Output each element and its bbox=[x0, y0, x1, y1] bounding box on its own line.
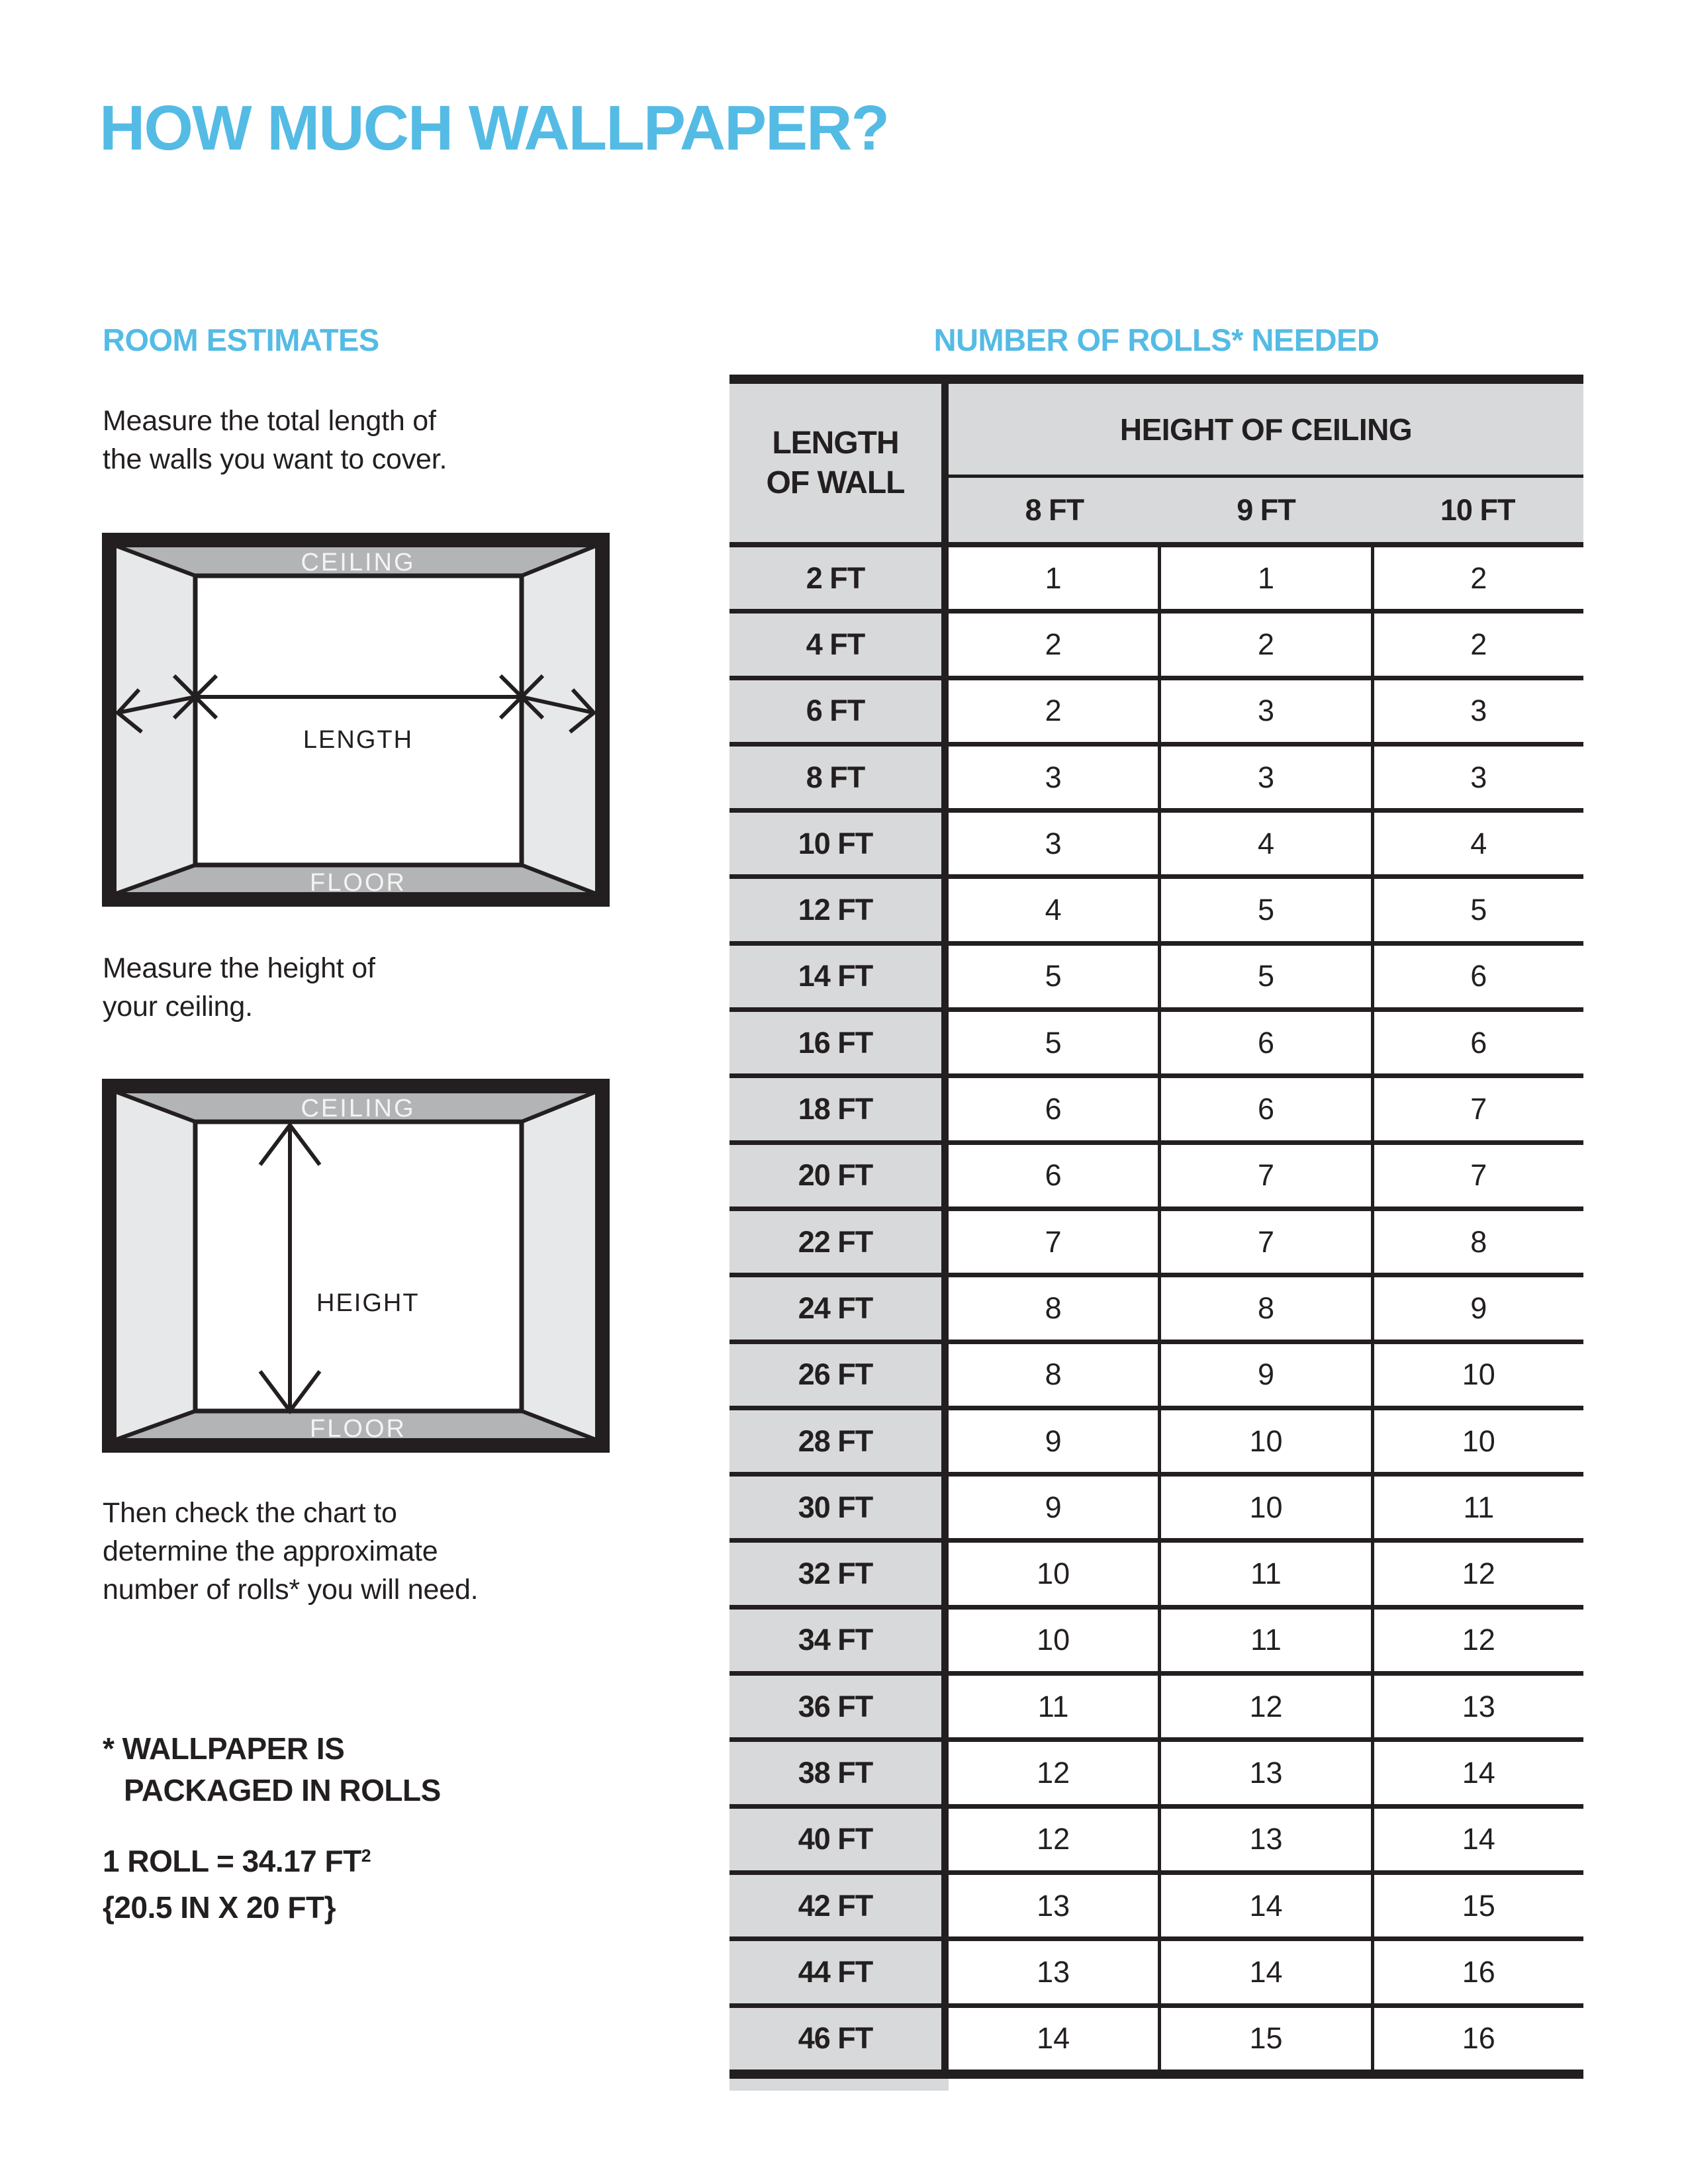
floor-label: FLOOR bbox=[310, 1415, 406, 1443]
row-label-wall-length: 6 FT bbox=[729, 680, 949, 742]
column-header-10ft: 10 FT bbox=[1440, 492, 1515, 527]
rolls-count-cell: 1 bbox=[949, 547, 1158, 609]
corner-header-length-of-wall bbox=[729, 384, 949, 542]
rolls-count-cell: 13 bbox=[949, 1875, 1158, 1936]
column-headers bbox=[949, 478, 1583, 542]
rolls-count-cell: 3 bbox=[949, 813, 1158, 874]
instruction-line: Then check the chart to bbox=[103, 1497, 397, 1529]
right-wall-surface bbox=[522, 1091, 597, 1440]
table-row bbox=[729, 874, 1583, 940]
rolls-count-cell: 13 bbox=[949, 1941, 1158, 2003]
row-label-wall-length: 28 FT bbox=[729, 1410, 949, 1472]
table-row bbox=[729, 1804, 1583, 1870]
floor-label: FLOOR bbox=[310, 869, 406, 897]
rolls-count-cell: 5 bbox=[1371, 879, 1583, 940]
roll-size-info bbox=[103, 1841, 371, 1929]
row-label-wall-length: 32 FT bbox=[729, 1543, 949, 1604]
ceiling-label: CEILING bbox=[301, 549, 416, 576]
rolls-count-cell: 6 bbox=[1158, 1078, 1370, 1140]
rolls-count-cell: 12 bbox=[1158, 1676, 1370, 1737]
row-label-wall-length: 30 FT bbox=[729, 1477, 949, 1538]
instruction-line: Measure the height of bbox=[103, 952, 375, 984]
rolls-count-cell: 15 bbox=[1371, 1875, 1583, 1936]
table-row bbox=[729, 676, 1583, 742]
table-left-column-stub bbox=[729, 2079, 949, 2091]
rolls-count-cell: 2 bbox=[949, 680, 1158, 742]
group-header-height-of-ceiling: HEIGHT OF CEILING bbox=[949, 384, 1583, 478]
rolls-count-cell: 7 bbox=[1371, 1078, 1583, 1140]
rolls-count-cell: 12 bbox=[949, 1742, 1158, 1803]
rolls-count-cell: 13 bbox=[1158, 1742, 1370, 1803]
table-top-border bbox=[729, 375, 1583, 384]
rolls-count-cell: 5 bbox=[949, 946, 1158, 1007]
rolls-count-cell: 7 bbox=[1158, 1211, 1370, 1273]
rolls-count-cell: 2 bbox=[1371, 614, 1583, 675]
row-label-wall-length: 14 FT bbox=[729, 946, 949, 1007]
table-row bbox=[729, 1273, 1583, 1339]
table-header-right bbox=[949, 384, 1583, 542]
table-row bbox=[729, 1737, 1583, 1803]
instruction-line: Measure the total length of bbox=[103, 405, 436, 437]
left-wall-surface bbox=[115, 1091, 195, 1440]
note-line: PACKAGED IN ROLLS bbox=[124, 1773, 441, 1807]
rolls-count-cell: 11 bbox=[1158, 1543, 1370, 1604]
height-label: HEIGHT bbox=[316, 1289, 420, 1317]
column-header-9ft: 9 FT bbox=[1237, 492, 1295, 527]
measure-height-instruction bbox=[103, 949, 375, 1026]
row-label-wall-length: 12 FT bbox=[729, 879, 949, 940]
rolls-count-cell: 8 bbox=[949, 1277, 1158, 1339]
rolls-count-cell: 3 bbox=[1158, 747, 1370, 808]
table-row bbox=[729, 1671, 1583, 1737]
rolls-count-cell: 6 bbox=[1371, 1012, 1583, 1073]
table-row bbox=[729, 1340, 1583, 1406]
table-row bbox=[729, 1538, 1583, 1604]
row-label-wall-length: 42 FT bbox=[729, 1875, 949, 1936]
table-row bbox=[729, 2003, 1583, 2070]
row-label-wall-length: 24 FT bbox=[729, 1277, 949, 1339]
packaged-in-rolls-note bbox=[103, 1728, 441, 1811]
table-header bbox=[729, 384, 1583, 542]
rolls-count-cell: 14 bbox=[1371, 1809, 1583, 1870]
rolls-count-cell: 5 bbox=[1158, 879, 1370, 940]
rolls-count-cell: 7 bbox=[1158, 1145, 1370, 1206]
rolls-count-cell: 8 bbox=[949, 1344, 1158, 1406]
back-wall bbox=[195, 576, 522, 865]
rolls-count-cell: 14 bbox=[1371, 1742, 1583, 1803]
table-body bbox=[729, 542, 1583, 2070]
rolls-count-cell: 10 bbox=[1371, 1410, 1583, 1472]
rolls-count-cell: 6 bbox=[1158, 1012, 1370, 1073]
corner-header-line: OF WALL bbox=[766, 465, 905, 500]
room-height-diagram bbox=[102, 1079, 610, 1453]
column-header-8ft: 8 FT bbox=[1025, 492, 1084, 527]
row-label-wall-length: 44 FT bbox=[729, 1941, 949, 2003]
rolls-count-cell: 6 bbox=[949, 1078, 1158, 1140]
rolls-count-cell: 5 bbox=[949, 1012, 1158, 1073]
rolls-count-cell: 3 bbox=[1158, 680, 1370, 742]
table-row bbox=[729, 547, 1583, 609]
rolls-table bbox=[729, 375, 1583, 2091]
row-label-wall-length: 4 FT bbox=[729, 614, 949, 675]
rolls-count-cell: 14 bbox=[949, 2008, 1158, 2070]
table-row bbox=[729, 1007, 1583, 1073]
rolls-count-cell: 3 bbox=[949, 747, 1158, 808]
length-label: LENGTH bbox=[303, 726, 414, 754]
rolls-count-cell: 14 bbox=[1158, 1941, 1370, 2003]
rolls-count-cell: 9 bbox=[1158, 1344, 1370, 1406]
table-row bbox=[729, 1472, 1583, 1538]
rolls-count-cell: 9 bbox=[1371, 1277, 1583, 1339]
rolls-count-cell: 12 bbox=[949, 1809, 1158, 1870]
rolls-count-cell: 2 bbox=[1371, 547, 1583, 609]
row-label-wall-length: 10 FT bbox=[729, 813, 949, 874]
back-wall bbox=[195, 1122, 522, 1411]
ceiling-label: CEILING bbox=[301, 1095, 416, 1122]
rolls-count-cell: 8 bbox=[1371, 1211, 1583, 1273]
table-row bbox=[729, 941, 1583, 1007]
table-row bbox=[729, 1206, 1583, 1273]
rolls-count-cell: 13 bbox=[1371, 1676, 1583, 1737]
table-row bbox=[729, 1406, 1583, 1472]
row-label-wall-length: 16 FT bbox=[729, 1012, 949, 1073]
table-row bbox=[729, 609, 1583, 675]
table-row bbox=[729, 742, 1583, 808]
rolls-count-cell: 13 bbox=[1158, 1809, 1370, 1870]
rolls-count-cell: 6 bbox=[1371, 946, 1583, 1007]
note-line: * WALLPAPER IS bbox=[103, 1731, 345, 1766]
row-label-wall-length: 36 FT bbox=[729, 1676, 949, 1737]
room-length-diagram bbox=[102, 533, 610, 907]
room-estimates-heading: ROOM ESTIMATES bbox=[103, 322, 379, 357]
row-label-wall-length: 2 FT bbox=[729, 547, 949, 609]
instruction-line: number of rolls* you will need. bbox=[103, 1574, 479, 1606]
rolls-count-cell: 2 bbox=[949, 614, 1158, 675]
rolls-count-cell: 11 bbox=[949, 1676, 1158, 1737]
rolls-count-cell: 10 bbox=[1158, 1477, 1370, 1538]
table-row bbox=[729, 1936, 1583, 2003]
row-label-wall-length: 8 FT bbox=[729, 747, 949, 808]
measure-length-instruction bbox=[103, 402, 447, 478]
rolls-count-cell: 4 bbox=[949, 879, 1158, 940]
row-label-wall-length: 38 FT bbox=[729, 1742, 949, 1803]
rolls-count-cell: 3 bbox=[1371, 747, 1583, 808]
rolls-count-cell: 16 bbox=[1371, 1941, 1583, 2003]
rolls-count-cell: 5 bbox=[1158, 946, 1370, 1007]
rolls-count-cell: 11 bbox=[1371, 1477, 1583, 1538]
rolls-count-cell: 10 bbox=[1371, 1344, 1583, 1406]
instruction-line: determine the approximate bbox=[103, 1535, 438, 1567]
table-row bbox=[729, 808, 1583, 874]
rolls-count-cell: 11 bbox=[1158, 1610, 1370, 1671]
row-label-wall-length: 40 FT bbox=[729, 1809, 949, 1870]
rolls-count-cell: 10 bbox=[1158, 1410, 1370, 1472]
rolls-count-cell: 2 bbox=[1158, 614, 1370, 675]
check-chart-instruction bbox=[103, 1494, 478, 1609]
rolls-count-cell: 14 bbox=[1158, 1875, 1370, 1936]
rolls-count-cell: 4 bbox=[1371, 813, 1583, 874]
rolls-count-cell: 7 bbox=[949, 1211, 1158, 1273]
rolls-count-cell: 8 bbox=[1158, 1277, 1370, 1339]
rolls-count-cell: 16 bbox=[1371, 2008, 1583, 2070]
rolls-count-cell: 3 bbox=[1371, 680, 1583, 742]
rolls-count-cell: 10 bbox=[949, 1610, 1158, 1671]
row-label-wall-length: 22 FT bbox=[729, 1211, 949, 1273]
rolls-count-cell: 9 bbox=[949, 1410, 1158, 1472]
rolls-count-cell: 4 bbox=[1158, 813, 1370, 874]
rolls-count-cell: 15 bbox=[1158, 2008, 1370, 2070]
rolls-count-cell: 12 bbox=[1371, 1610, 1583, 1671]
rolls-count-cell: 10 bbox=[949, 1543, 1158, 1604]
table-row bbox=[729, 1605, 1583, 1671]
rolls-count-cell: 6 bbox=[949, 1145, 1158, 1206]
row-label-wall-length: 18 FT bbox=[729, 1078, 949, 1140]
table-bottom-border bbox=[729, 2070, 1583, 2079]
table-row bbox=[729, 1140, 1583, 1206]
rolls-count-cell: 12 bbox=[1371, 1543, 1583, 1604]
page-title: HOW MUCH WALLPAPER? bbox=[99, 93, 889, 163]
row-label-wall-length: 20 FT bbox=[729, 1145, 949, 1206]
roll-dimensions-line: {20.5 IN X 20 FT} bbox=[103, 1890, 336, 1925]
rolls-count-cell: 9 bbox=[949, 1477, 1158, 1538]
row-label-wall-length: 46 FT bbox=[729, 2008, 949, 2070]
row-label-wall-length: 34 FT bbox=[729, 1610, 949, 1671]
instruction-line: your ceiling. bbox=[103, 991, 253, 1023]
superscript-2: 2 bbox=[361, 1846, 371, 1866]
row-label-wall-length: 26 FT bbox=[729, 1344, 949, 1406]
table-row bbox=[729, 1870, 1583, 1936]
rolls-count-cell: 7 bbox=[1371, 1145, 1583, 1206]
rolls-needed-heading: NUMBER OF ROLLS* NEEDED bbox=[933, 322, 1380, 357]
table-row bbox=[729, 1073, 1583, 1140]
roll-area-line: 1 ROLL = 34.17 $FT^2$ bbox=[103, 1844, 371, 1878]
corner-header-line: LENGTH bbox=[772, 425, 899, 461]
rolls-count-cell: 1 bbox=[1158, 547, 1370, 609]
instruction-line: the walls you want to cover. bbox=[103, 443, 447, 475]
